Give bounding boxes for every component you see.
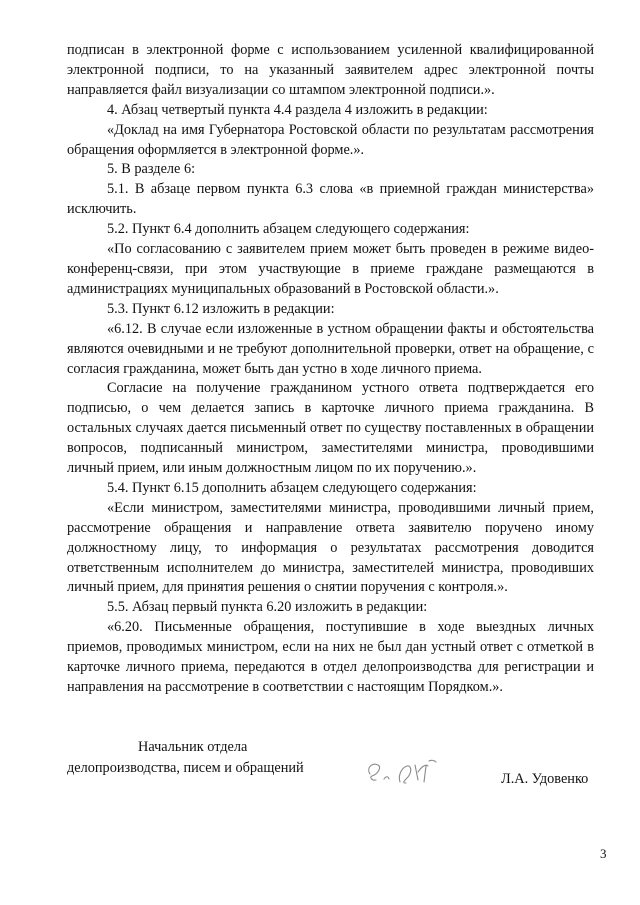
paragraph: 5.5. Абзац первый пункта 6.20 изложить в редакции: (107, 599, 428, 616)
paragraph: 5.4. Пункт 6.15 дополнить абзацем следующего содержания: (107, 479, 477, 496)
signatory-title-line1: Начальник отдела (138, 739, 248, 755)
document-body (67, 41, 594, 698)
paragraph: 5.1. В абзаце первом пункта 6.3 слова «в приемной граждан министерства» исключить. (67, 181, 594, 218)
paragraph: «6.20. Письменные обращения, поступившие в ходе выездных личных приемов, проводимых министром, если на них не был дан устный ответ с отметкой в карточке личного приема, передаются в отдел делопроизводства для регистрации и направления на рассмотрение в соответствии с настоящим Порядком.». (67, 619, 594, 695)
handwritten-signature (360, 752, 446, 792)
paragraph: «6.12. В случае если изложенные в устном обращении факты и обстоятельства являются очевидными и не требуют дополнительной проверки, ответ на обращение, с согласия гражданина, может быть дан устно в ходе личного приема. (67, 320, 594, 377)
paragraph: подписан в электронной форме с использованием усиленной квалифицированной электронной подписи, то на указанный заявителем адрес электронной почты направляется файл визуализации со штампом электронной подписи.». (67, 42, 594, 98)
paragraph: 4. Абзац четвертый пункта 4.4 раздела 4 изложить в редакции: (107, 101, 488, 118)
signatory-name: Л.А. Удовенко (501, 771, 589, 787)
paragraph: 5.3. Пункт 6.12 изложить в редакции: (107, 300, 335, 317)
paragraph: 5.2. Пункт 6.4 дополнить абзацем следующего содержания: (107, 221, 470, 238)
paragraph: 5. В разделе 6: (107, 161, 196, 178)
paragraph: «Доклад на имя Губернатора Ростовской области по результатам рассмотрения обращения оформляется в электронной форме.». (67, 121, 594, 158)
signatory-title-line2: делопроизводства, писем и обращений (67, 760, 304, 776)
paragraph: Согласие на получение гражданином устного ответа подтверждается его подписью, о чем делается запись в карточке личного приема гражданина. В остальных случаях дается письменный ответ по существу поставленных в обращении вопросов, подписанный министром, заместителями министра, проводившими личный прием, или иным должностным лицом по их поручению.». (67, 380, 594, 477)
paragraph: «По согласованию с заявителем прием может быть проведен в режиме видео-конференц-связи, при этом участвующие в приеме граждане размещаются в администрациях муниципальных образований в Ростовской области.». (67, 241, 594, 297)
page-number: 3 (600, 846, 607, 861)
paragraph: «Если министром, заместителями министра, проводившими личный прием, рассмотрение обращения и направление ответа заявителю поручено иному должностному лицу, то информация о результатах рассмотрения доводится ответственным исполнителем до министра, заместителей министра, проводивших личный прием, для принятия решения о снятии поручения с контроля.». (67, 499, 594, 596)
